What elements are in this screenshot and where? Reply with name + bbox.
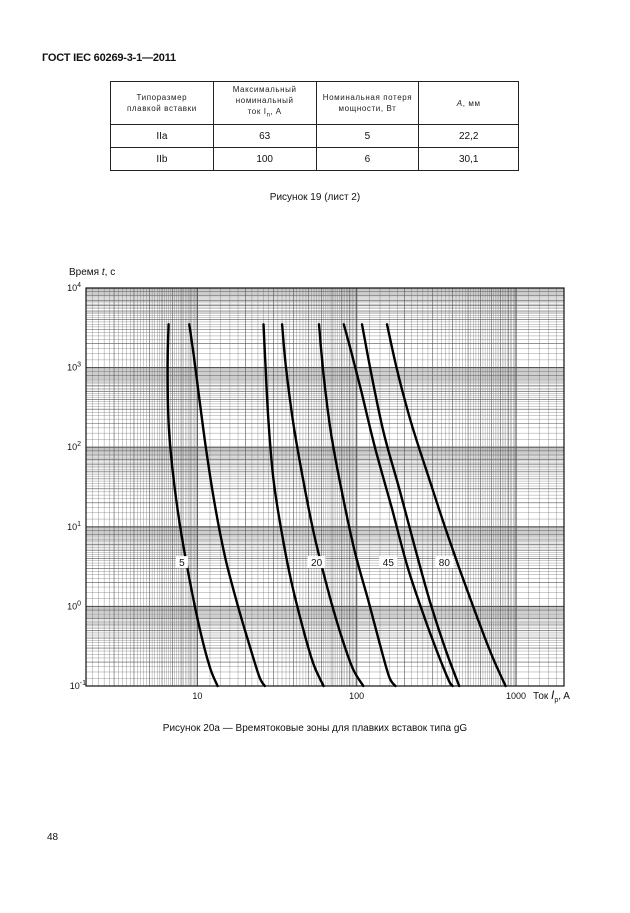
y-grid	[86, 289, 564, 686]
y-axis-label: Время t, с	[69, 267, 116, 278]
y-tick-label: $10^3$	[67, 361, 81, 373]
y-tick-label: $10^4$	[67, 282, 81, 293]
table-cell: 63	[213, 125, 316, 148]
x-tick-label: 100	[349, 691, 365, 701]
table-cell: 5	[316, 125, 419, 148]
table-cell: IIa	[111, 125, 214, 148]
x-axis-label: Ток $I_p$, A	[533, 688, 570, 704]
table-header-cell: Типоразмер плавкой вставки	[111, 82, 214, 125]
y-tick-label: $10^{-1}$	[69, 680, 86, 691]
x-grid	[86, 288, 564, 686]
plot-frame	[86, 288, 564, 686]
table-cell: IIb	[111, 148, 214, 171]
y-tick-label: $10^0$	[67, 600, 81, 612]
zone-label: 80	[438, 558, 450, 570]
y-tick-label: $10^2$	[67, 441, 81, 453]
table-header-cell: A, мм	[419, 82, 519, 125]
zone-label: 45	[382, 558, 394, 570]
figure-19-caption: Рисунок 19 (лист 2)	[269, 192, 361, 203]
table-cell: 6	[316, 148, 419, 171]
table-header-cell: Номинальная потеря мощности, Вт	[316, 82, 419, 125]
document-header: ГОСТ IEC 60269-3-1—2011	[42, 52, 176, 64]
figure-20a-caption: Рисунок 20a — Времятоковые зоны для плавких вставок типа gG	[162, 723, 468, 734]
y-tick-label: $10^1$	[67, 520, 81, 532]
zone-label: 5	[179, 558, 185, 570]
x-tick-label: 1000	[506, 691, 527, 701]
x-tick-label: 10	[192, 691, 203, 701]
page-number: 48	[47, 832, 59, 843]
table-header-cell: Максимальный номинальный ток $I_n$, A	[213, 82, 316, 125]
table-cell: 22,2	[419, 125, 519, 148]
table-cell: 100	[213, 148, 316, 171]
zone-curve	[282, 324, 363, 686]
table-cell: 30,1	[419, 148, 519, 171]
zone-label: 20	[311, 558, 323, 570]
